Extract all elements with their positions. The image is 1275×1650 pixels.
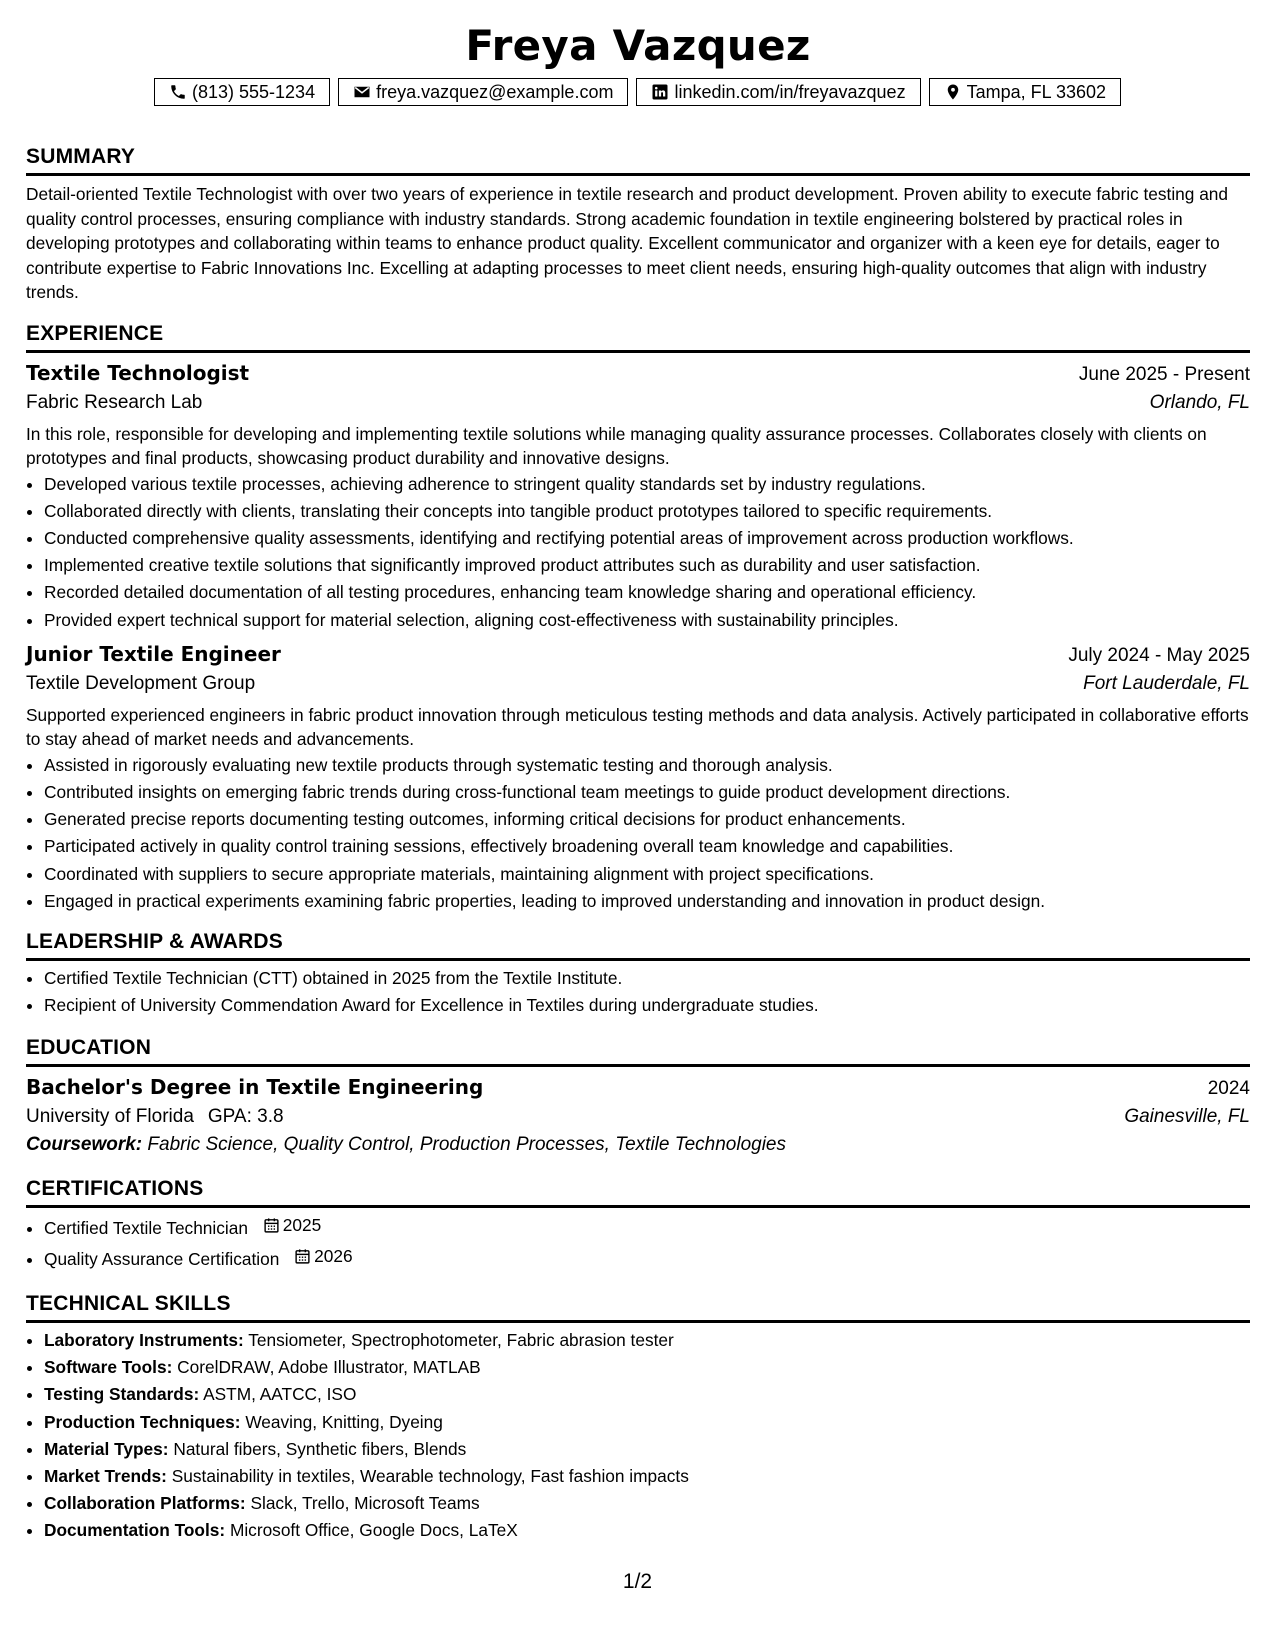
phone-icon xyxy=(169,83,187,101)
cert-name: Certified Textile Technician xyxy=(44,1218,248,1239)
list-item xyxy=(44,1436,1250,1463)
graduation-year: 2024 xyxy=(1207,1078,1250,1100)
job-bullets xyxy=(26,752,1250,915)
job-description: Supported experienced engineers in fabric product innovation through meticulous testing methods and data analysis. Actively participated in collaborative efforts to stay ahead of market needs and advancements. xyxy=(26,704,1249,750)
summary-text: Detail-oriented Textile Technologist with over two years of experience in textile research and product development. Proven ability to execute fabric testing and quality control processes, ensuring compliance with industry standards. Strong academic foundation in textile engineering bolstered by practical roles in developing prototypes and collaborating within teams to enhance product quality. Excellent communicator and organizer with a keen eye for details, eager to contribute expertise to Fabric Innovations Inc. Excelling at adapting processes to meet client needs, ensuring high-quality outcomes that align with industry trends. xyxy=(26,184,1229,302)
list-item: • Developed various textile processes, achieving adherence to stringent quality standards set by industry regulations. xyxy=(44,471,1250,498)
list-item: • Generated precise reports documenting testing outcomes, informing critical decisions for product enhancements. xyxy=(44,806,1250,833)
list-item xyxy=(44,1327,1250,1354)
resume-page xyxy=(26,0,1250,1545)
section-title: EDUCATION xyxy=(26,1035,1250,1067)
gpa: GPA: 3.8 xyxy=(207,1106,284,1128)
list-item: • Assisted in rigorously evaluating new textile products through systematic testing and thorough analysis. xyxy=(44,752,1250,779)
list-item xyxy=(44,1381,1250,1408)
list-item: • Participated actively in quality control training sessions, effectively broadening overall team knowledge and capabilities. xyxy=(44,833,1250,860)
skill-value: CorelDRAW, Adobe Illustrator, MATLAB xyxy=(177,1357,481,1378)
list-item xyxy=(44,1490,1250,1517)
skill-value: Sustainability in textiles, Wearable technology, Fast fashion impacts xyxy=(171,1465,689,1486)
list-item: • Provided expert technical support for material selection, aligning cost-effectiveness with sustainability principles. xyxy=(44,607,1250,634)
calendar-icon xyxy=(263,1217,280,1234)
job-location: Fort Lauderdale, FL xyxy=(1083,672,1250,694)
skills-section xyxy=(26,1291,1250,1545)
list-item xyxy=(44,1243,1250,1273)
degree-title: Bachelor's Degree in Textile Engineering xyxy=(26,1075,484,1100)
skill-value: ASTM, AATCC, ISO xyxy=(203,1384,357,1405)
summary-section xyxy=(26,144,1250,305)
skill-label: Software Tools: xyxy=(44,1357,173,1378)
experience-section xyxy=(26,321,1250,915)
certifications-list xyxy=(26,1212,1250,1273)
job-bullets xyxy=(26,471,1250,634)
map-pin-icon xyxy=(944,83,962,101)
job-entry xyxy=(26,361,1250,634)
list-item xyxy=(44,1212,1250,1242)
envelope-icon xyxy=(353,83,371,101)
section-title: TECHNICAL SKILLS xyxy=(26,1291,1250,1323)
contact-phone[interactable] xyxy=(154,78,330,106)
skill-label: Production Techniques: xyxy=(44,1411,241,1432)
job-dates: July 2024 - May 2025 xyxy=(1068,644,1250,666)
section-title: LEADERSHIP & AWARDS xyxy=(26,929,1250,961)
leadership-section xyxy=(26,929,1250,1019)
list-item: • Engaged in practical experiments examining fabric properties, leading to improved understanding and innovation in product design. xyxy=(44,888,1250,915)
cert-year: 2025 xyxy=(282,1215,322,1236)
skill-value: Weaving, Knitting, Dyeing xyxy=(245,1411,443,1432)
contact-location xyxy=(929,78,1121,106)
skill-value: Slack, Trello, Microsoft Teams xyxy=(250,1493,480,1514)
list-item xyxy=(44,1354,1250,1381)
coursework-list: Fabric Science, Quality Control, Production Processes, Textile Technologies xyxy=(147,1134,786,1156)
list-item: • Coordinated with suppliers to secure appropriate materials, maintaining alignment with project specifications. xyxy=(44,861,1250,888)
job-title: Junior Textile Engineer xyxy=(26,641,281,666)
skills-list xyxy=(26,1327,1250,1545)
list-item: • Collaborated directly with clients, translating their concepts into tangible product prototypes tailored to specific requirements. xyxy=(44,498,1250,525)
contact-email[interactable] xyxy=(338,78,628,106)
contact-bar xyxy=(0,78,1275,106)
school-location: Gainesville, FL xyxy=(1124,1106,1250,1128)
calendar-icon xyxy=(294,1248,311,1265)
list-item: • Contributed insights on emerging fabric trends during cross-functional team meetings to guide product development directions. xyxy=(44,779,1250,806)
section-title: SUMMARY xyxy=(26,144,1250,176)
list-item: • Recipient of University Commendation Award for Excellence in Textiles during undergraduate studies. xyxy=(44,992,1250,1019)
school-name: University of Florida xyxy=(26,1106,194,1128)
list-item: • Implemented creative textile solutions that significantly improved product attributes such as durability and user satisfaction. xyxy=(44,552,1250,579)
location-text: Tampa, FL 33602 xyxy=(966,81,1106,102)
skill-label: Laboratory Instruments: xyxy=(44,1329,244,1350)
linkedin-text: linkedin.com/in/freyavazquez xyxy=(674,81,906,102)
section-title: CERTIFICATIONS xyxy=(26,1176,1250,1208)
list-item xyxy=(44,1517,1250,1544)
job-location: Orlando, FL xyxy=(1149,391,1250,413)
coursework-label: Coursework: xyxy=(26,1134,143,1156)
linkedin-icon xyxy=(651,83,669,101)
contact-linkedin[interactable] xyxy=(636,78,920,106)
skill-value: Tensiometer, Spectrophotometer, Fabric abrasion tester xyxy=(248,1329,674,1350)
email-text: freya.vazquez@example.com xyxy=(376,81,614,102)
list-item: • Recorded detailed documentation of all testing procedures, enhancing team knowledge sharing and operational efficiency. xyxy=(44,579,1250,606)
cert-year: 2026 xyxy=(314,1245,353,1266)
skill-value: Microsoft Office, Google Docs, LaTeX xyxy=(229,1520,518,1541)
candidate-name: Freya Vazquez xyxy=(465,21,811,70)
section-title: EXPERIENCE xyxy=(26,321,1250,353)
job-dates: June 2025 - Present xyxy=(1078,363,1250,385)
list-item: • Certified Textile Technician (CTT) obtained in 2025 from the Textile Institute. xyxy=(44,965,1250,992)
skill-label: Material Types: xyxy=(44,1438,169,1459)
list-item xyxy=(44,1463,1250,1490)
job-company: Textile Development Group xyxy=(26,672,256,694)
coursework xyxy=(26,1134,1250,1156)
list-item: • Conducted comprehensive quality assessments, identifying and rectifying potential areas of improvement across production workflows. xyxy=(44,525,1250,552)
education-section xyxy=(26,1035,1250,1156)
cert-name: Quality Assurance Certification xyxy=(44,1248,280,1269)
list-item xyxy=(44,1409,1250,1436)
job-entry xyxy=(26,642,1250,915)
certifications-section xyxy=(26,1176,1250,1273)
skill-label: Documentation Tools: xyxy=(44,1520,226,1541)
phone-text: (813) 555-1234 xyxy=(191,81,316,102)
skill-label: Testing Standards: xyxy=(44,1384,200,1405)
job-company: Fabric Research Lab xyxy=(26,391,203,413)
leadership-list xyxy=(26,965,1250,1019)
skill-label: Market Trends: xyxy=(44,1465,167,1486)
skill-label: Collaboration Platforms: xyxy=(44,1493,246,1514)
job-description: In this role, responsible for developing and implementing textile solutions while managing quality assurance processes. Collaborates closely with clients on prototypes and final products, showcasing product durability and innovative designs. xyxy=(26,423,1207,468)
page-number: 1/2 xyxy=(622,1570,653,1593)
job-title: Textile Technologist xyxy=(26,360,250,385)
skill-value: Natural fibers, Synthetic fibers, Blends xyxy=(173,1438,467,1459)
